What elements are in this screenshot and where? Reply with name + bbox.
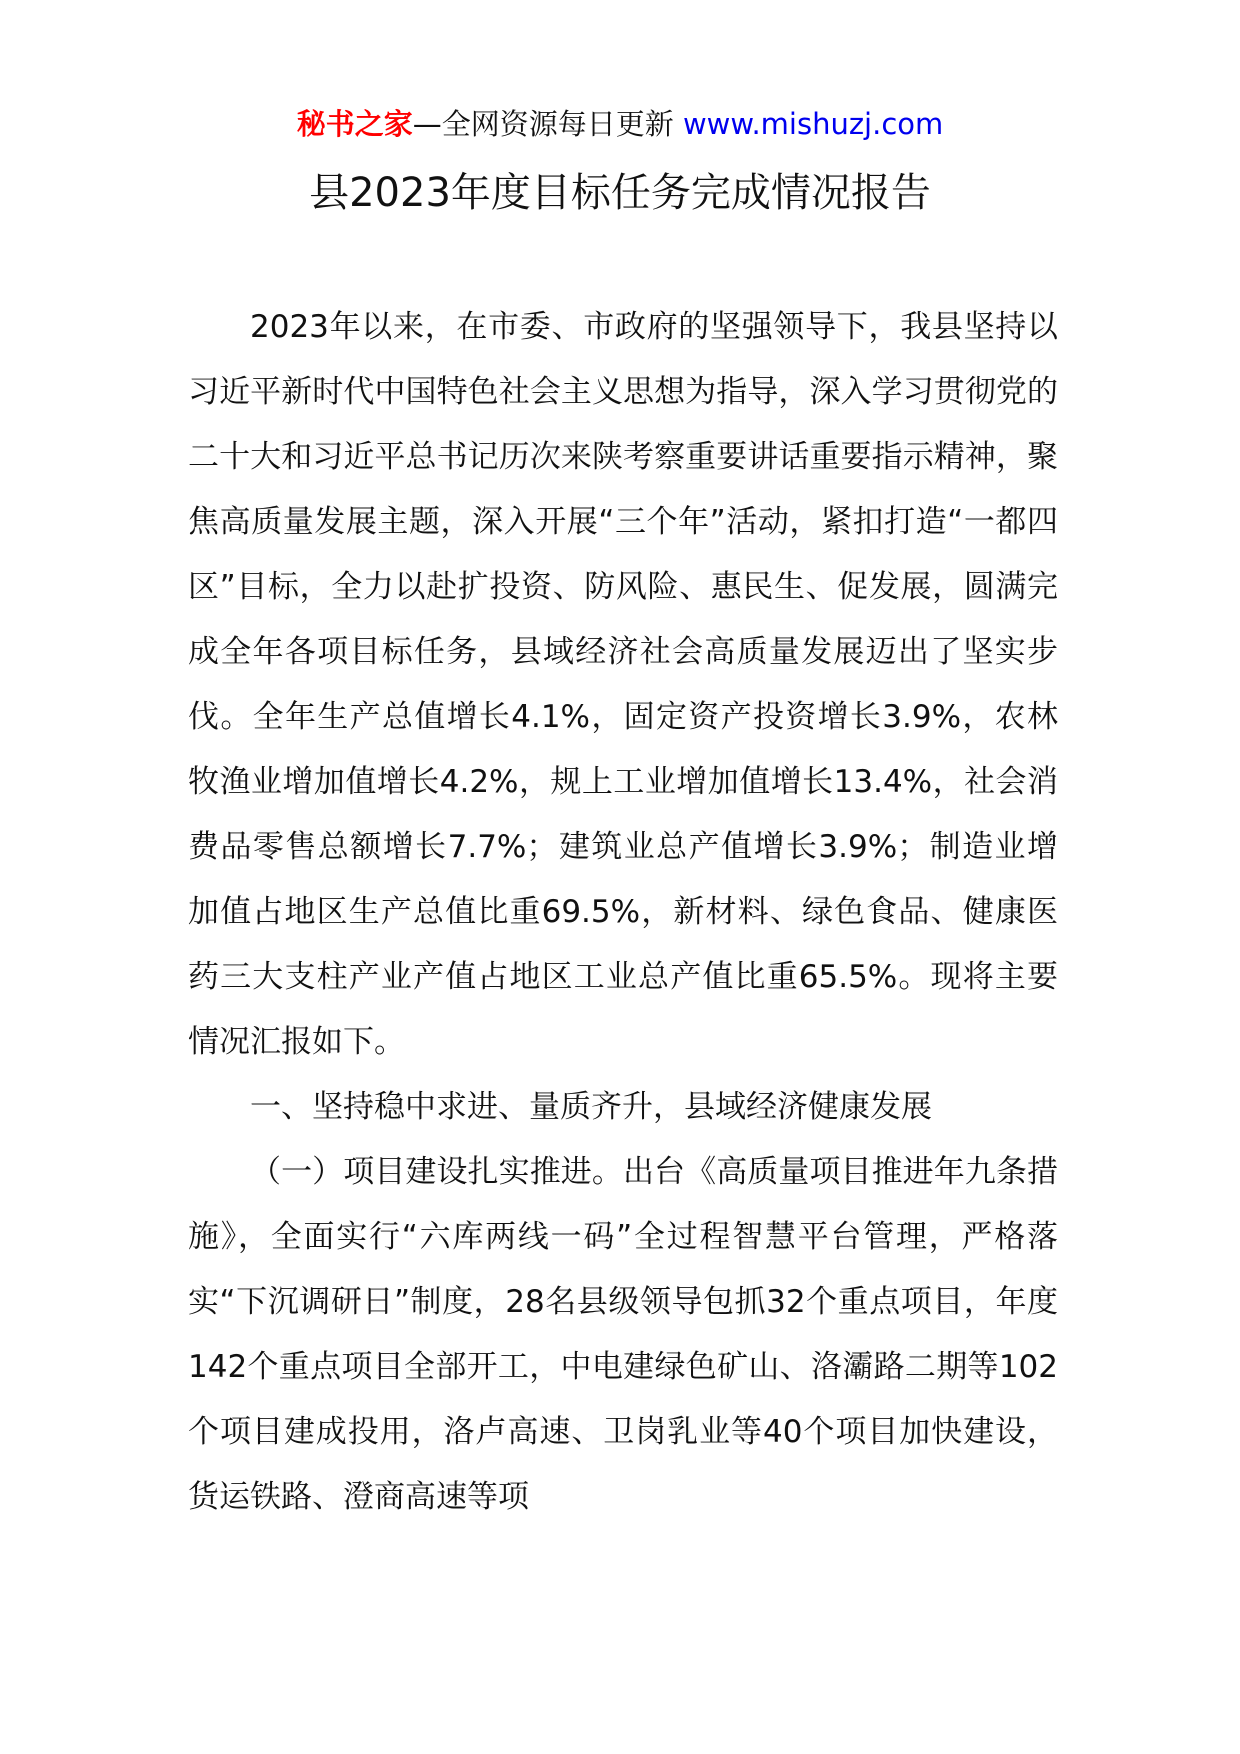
document-title: 县2023年度目标任务完成情况报告 xyxy=(309,170,931,216)
site-url-link[interactable]: www.mishuzj.com xyxy=(682,107,944,141)
paragraph-intro: 2023年以来，在市委、市政府的坚强领导下，我县坚持以习近平新时代中国特色社会主义思想为指导，深入学习贯彻党的二十大和习近平总书记历次来陕考察重要讲话重要指示精神，聚焦高质量发展主题，深入开展“三个年”活动，紧扣打造“一都四区”目标，全力以赴扩投资、防风险、惠民生、促发展，圆满完成全年各项目标任务，县域经济社会高质量发展迈出了坚实步伐。全年生产总值增长4.1%，固定资产投资增长3.9%，农林牧渔业增加值增长4.2%，规上工业增加值增长13.4%，社会消费品零售总额增长7.7%；建筑业总产值增长3.9%；制造业增加值占地区生产总值比重69.5%，新材料、绿色食品、健康医药三大支柱产业产值占地区工业总产值比重65.5%。现将主要情况汇报如下。 xyxy=(188,309,1058,1060)
section-heading-1: 一、坚持稳中求进、量质齐升，县域经济健康发展 xyxy=(250,1089,932,1125)
paragraph-projects: （一）项目建设扎实推进。出台《高质量项目推进年九条措施》，全面实行“六库两线一码”全过程智慧平台管理，严格落实“下沉调研日”制度，28名县级领导包抓32个重点项目，年度142个重点项目全部开工，中电建绿色矿山、洛灞路二期等102个项目建成投用，洛卢高速、卫岗乳业等40个项目加快建设，货运铁路、澄商高速等项 xyxy=(188,1154,1058,1515)
document-body xyxy=(188,295,1058,1530)
brand-tagline: —全网资源每日更新 xyxy=(412,107,674,141)
brand-name: 秘书之家 xyxy=(296,107,413,141)
watermark-header xyxy=(0,104,1240,144)
